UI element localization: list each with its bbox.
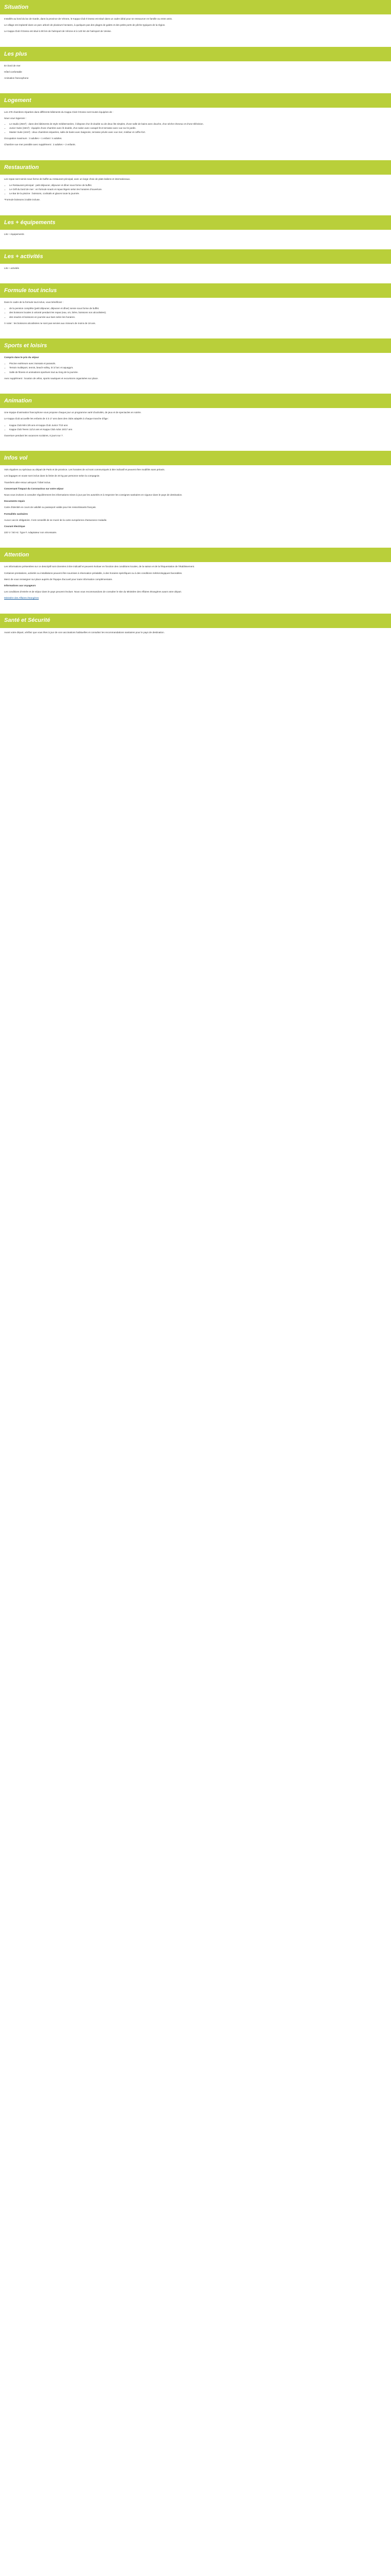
attention-content [0, 562, 391, 613]
equipements-header [0, 215, 391, 230]
logement-title: Logement [4, 97, 31, 104]
plus-item: En bord de mer [4, 64, 21, 67]
covid-text: Nous vous invitons à consulter régulièrement les informations mises à jour par les autorités et à respecter les consignes sanitaires en vigueur dans le pays de destination. [4, 493, 183, 496]
restauration-intro: Les repas sont servis sous forme de buffet au restaurant principal, avec un large choix de plats italiens et internationaux. [4, 177, 131, 180]
infos-header [0, 451, 391, 465]
formule-item: • des snacks et boissons en journée aux bars selon les horaires. [9, 316, 387, 319]
plus-header [0, 47, 391, 61]
current-text: 220 V / 50 Hz. Type F. Adaptateur non nécessaire. [4, 531, 57, 534]
sports-note: Avec supplément : location de vélos, sports nautiques et excursions organisées sur place. [4, 377, 99, 380]
ministry-link[interactable]: Ministère des Affaires étrangères [4, 597, 39, 600]
sante-text: Avant votre départ, vérifiez que vous êtes à jour de vos vaccinations habituelles et consultez les recommandations sanitaires pour le pays de destination. [4, 631, 165, 634]
animation-note: Ouverture pendant les vacances scolaires, 6 jours sur 7. [4, 434, 63, 437]
sante-content [0, 628, 391, 648]
restauration-header [0, 160, 391, 175]
attention-paragraph: Merci de vous renseigner sur place auprès de l'équipe d'accueil pour toute information complémentaire. [4, 578, 113, 581]
current-title: Courant électrique [4, 524, 25, 528]
formule-content [0, 298, 391, 338]
situation-header [0, 0, 391, 14]
restauration-note: *Formule boissons à table incluse. [4, 198, 40, 201]
attention-title: Attention [4, 552, 29, 558]
equipements-content [0, 230, 391, 249]
animation-title: Animation [4, 397, 32, 404]
sante-header [0, 614, 391, 628]
animation-content [0, 408, 391, 451]
situation-content [0, 14, 391, 47]
plus-item: Animation francophone [4, 77, 29, 80]
logement-item: • Le studio (25m²) : dans des bâtiments de style méditerranéen, il dispose d'un lit double ou de deux lits simples, d'une salle de bains avec douche, d'un sèche-cheveux et d'une télévision. [9, 123, 387, 126]
sante-title: Santé et Sécurité [4, 617, 51, 624]
infos-title: Infos vol [4, 455, 28, 461]
equipements-title: Les + équipements [4, 219, 56, 226]
logement-list [4, 123, 387, 134]
info-travellers-title: Informations aux voyageurs [4, 584, 36, 587]
plus-section [0, 47, 391, 94]
logement-sub: Nous vous logerons : [4, 117, 27, 120]
situation-section [0, 0, 391, 47]
logement-intro: Les 478 chambres réparties dans différents bâtiments du Kappa Club Il Dosso sont toutes équipées de : [4, 111, 113, 114]
restauration-section [0, 160, 391, 215]
restauration-item: • Le Restaurant principal : petit déjeuner, déjeuner et dîner sous forme de buffet. [9, 184, 387, 187]
activites-item: Lits + activités [4, 266, 19, 269]
attention-section [0, 548, 391, 613]
restauration-item: • Le Bar de la piscine : boissons, cocktails et glaces toute la journée. [9, 192, 387, 195]
situation-paragraph: Le Kappa Club Il Dosso est situé à 90 km de l'aéroport de Vérone et à 140 km de l'aéroport de Venise. [4, 30, 112, 33]
info-travellers-text: Les conditions d'entrée et de séjour dans le pays peuvent évoluer. Nous vous recommandons de consulter le site du Ministère des Affaires étrangères avant votre départ. [4, 590, 182, 594]
restauration-item: • Le Grill du bord de mer : en formule snack et repas légers selon les horaires d'ouverture. [9, 188, 387, 191]
sports-item: • Piscine extérieure avec transats et parasols. [9, 362, 387, 365]
sports-item: • Terrain multisport, tennis, beach-volley, tir à l'arc et aquagym. [9, 366, 387, 369]
logement-header [0, 93, 391, 108]
animation-item: • Kappa Club Teens 11/14 ans et Kappa Club Ados 15/17 ans [9, 428, 387, 431]
infos-paragraph: Transferts aller-retour aéroport / hôtel inclus. [4, 481, 51, 484]
formule-note: À noter : les boissons alcoolisées ne sont pas servies aux mineurs de moins de 18 ans. [4, 321, 96, 325]
plus-title: Les plus [4, 50, 27, 57]
activites-section [0, 249, 391, 283]
sports-content [0, 353, 391, 394]
formule-header [0, 283, 391, 298]
restauration-title: Restauration [4, 164, 39, 171]
formule-list [4, 307, 387, 319]
logement-item: • Junior Suite (34m²) : équipée d'une chambre avec lit double, d'un salon avec canapé-lit et terrasse avec vue sur le jardin. [9, 127, 387, 130]
health-title: Formalités sanitaires [4, 512, 28, 515]
formule-title: Formule tout inclus [4, 287, 57, 294]
docs-text: Carte d'identité en cours de validité ou passeport valide pour les ressortissants français. [4, 506, 96, 509]
sports-item: • Salle de fitness et animations sportives tout au long de la journée. [9, 371, 387, 374]
sante-section [0, 614, 391, 648]
animation-intro: Une équipe d'animation francophone vous propose chaque jour un programme varié d'activités, de jeux et de spectacles en soirée. [4, 411, 142, 414]
sports-section [0, 338, 391, 394]
activites-header [0, 249, 391, 264]
covid-title: Concernant l'impact du Coronavirus sur votre séjour [4, 487, 64, 490]
sports-header [0, 338, 391, 353]
health-text: Aucun vaccin obligatoire. Il est conseillé de se munir de la carte européenne d'assurance maladie. [4, 518, 107, 521]
formule-item: • de la pension complète (petit déjeuner, déjeuner et dîner) servie sous forme de buffet. [9, 307, 387, 310]
animation-kids: Le Kappa Club accueille les enfants de 3 à 17 ans dans des clubs adaptés à chaque tranche d'âge : [4, 417, 109, 420]
restauration-content [0, 175, 391, 215]
sports-included-label: Compris dans le prix du séjour [4, 356, 39, 359]
animation-header [0, 394, 391, 408]
attention-header [0, 548, 391, 562]
infos-content [0, 465, 391, 548]
infos-paragraph: Les bagages en soute sont inclus dans la limite de 20 kg par personne selon la compagnie. [4, 474, 100, 478]
animation-list [4, 424, 387, 431]
infos-section [0, 451, 391, 548]
formule-section [0, 283, 391, 338]
attention-paragraph: Les informations présentées sur ce descriptif sont données à titre indicatif et peuvent évoluer en fonction des conditions locales, de la saison et de la fréquentation de l'établissement. [4, 565, 195, 568]
restauration-list [4, 184, 387, 196]
infos-paragraph: Vols réguliers ou spéciaux au départ de Paris et de province. Les horaires de vol sont communiqués à titre indicatif et peuvent être modifiés sans préavis. [4, 468, 165, 471]
equipements-item: Lits + équipements [4, 232, 24, 235]
activites-content [0, 264, 391, 283]
attention-paragraph: Certaines prestations, activités ou installations peuvent être soumises à réservation préalable, à des horaires spécifiques ou à des conditions météorologiques favorables. [4, 571, 183, 574]
situation-paragraph: Le village est implanté dans un parc arboré de plusieurs hectares, à quelques pas des plages de galets et des petits ports de pêche typiques de la région. [4, 24, 166, 27]
activites-title: Les + activités [4, 253, 43, 260]
page [0, 0, 391, 648]
sports-list [4, 362, 387, 374]
plus-content [0, 61, 391, 94]
situation-title: Situation [4, 4, 29, 10]
equipements-section [0, 215, 391, 249]
docs-title: Documents requis [4, 500, 25, 503]
situation-paragraph: Installés au bord du lac de Garde, dans la province de Vérone, le Kappa Club Il Dosso est situé dans un cadre idéal pour se ressourcer en famille ou entre amis. [4, 18, 173, 20]
logement-content [0, 108, 391, 160]
formule-item: • des boissons locales à volonté pendant les repas (eau, vin, bière, boissons non alcoolisées). [9, 311, 387, 314]
logement-occupation: Occupation maximum : 3 adultes + 1 enfant / 4 adultes. [4, 137, 62, 140]
logement-item: • Master Suite (44m²) : deux chambres séparées, salle de bains avec baignoire, terrasse privée avec vue mer, minibar et coffre-fort. [9, 131, 387, 134]
animation-section [0, 394, 391, 451]
logement-note: Chambre vue mer possible avec supplément : 2 adultes + 2 enfants. [4, 143, 76, 146]
plus-item: Hôtel confortable [4, 70, 22, 73]
logement-section [0, 93, 391, 160]
formule-intro: Dans le cadre de la formule tout inclus, vous bénéficiez : [4, 301, 63, 304]
sports-title: Sports et loisirs [4, 342, 47, 349]
animation-item: • Kappa Club Mini 3/6 ans et Kappa Club Junior 7/10 ans [9, 424, 387, 427]
